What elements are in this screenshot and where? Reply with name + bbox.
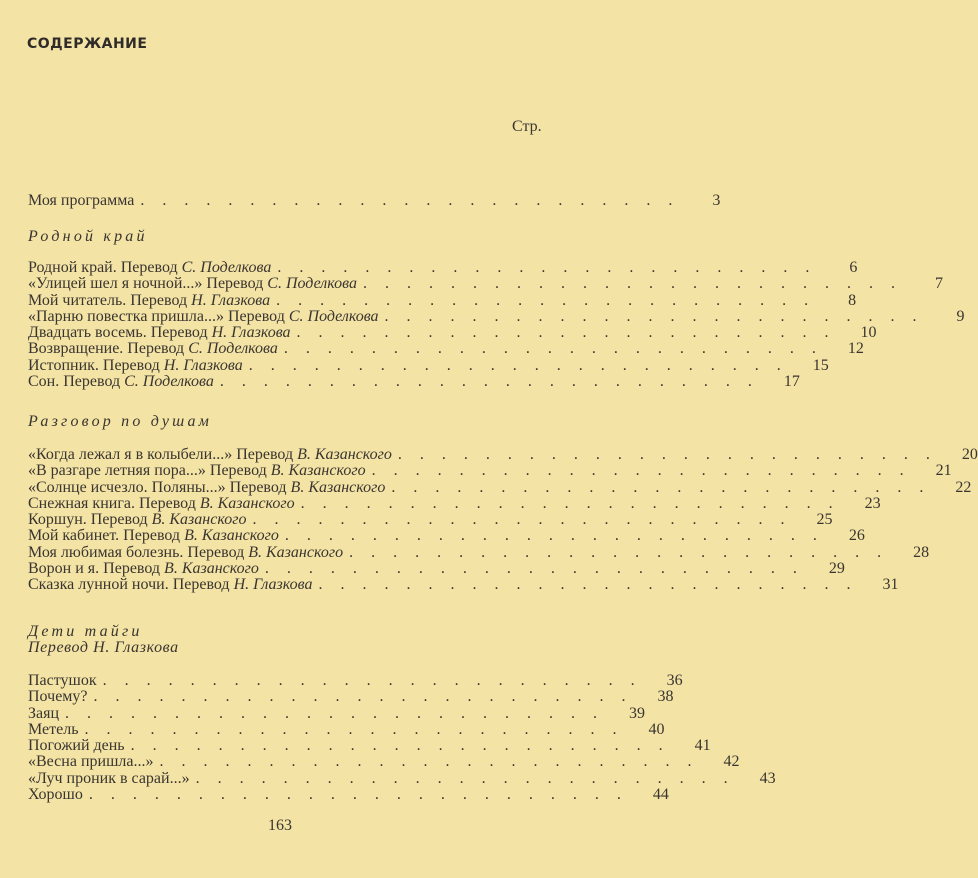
leader-dots: .........................: [318, 576, 869, 594]
entry-title-text: Истопник. Перевод: [28, 356, 160, 374]
entry-translator: В. Казанского: [248, 543, 344, 561]
toc-entry[interactable]: [28, 576, 899, 594]
entry-title-text: Погожий день: [28, 737, 125, 755]
intro-entry: [28, 192, 721, 209]
entry-title-text: Почему?: [28, 688, 88, 706]
toc-entry[interactable]: [28, 753, 740, 771]
entry-title-text: Ворон и я. Перевод: [28, 560, 161, 578]
toc-entry[interactable]: [28, 259, 858, 276]
entry-title-text: «Парню повестка пришла...» Перевод: [28, 307, 285, 325]
entry-page: 10: [860, 324, 877, 342]
entry-title: [28, 325, 291, 341]
leader-dots: .........................: [140, 192, 691, 209]
leader-dots: .........................: [296, 324, 847, 342]
leader-dots: .........................: [277, 259, 828, 276]
entry-page: 20: [961, 446, 978, 463]
entry-title-text: Родной край. Перевод: [28, 259, 178, 276]
toc-entry[interactable]: [28, 462, 952, 480]
entry-title-text: «Улицей шел я ночной...» Перевод: [28, 275, 264, 293]
entry-page: 22: [955, 478, 972, 496]
entry-title-text: «Солнце исчезло. Поляны...» Перевод: [28, 478, 287, 496]
entry-page: 23: [864, 494, 881, 512]
entry-page: 26: [848, 527, 865, 545]
toc-entry[interactable]: [28, 737, 711, 755]
leader-dots: .........................: [362, 275, 913, 293]
entry-title: [28, 512, 246, 528]
leader-dots: .........................: [264, 560, 815, 578]
entry-title-text: Сон. Перевод: [28, 373, 121, 391]
entry-title-text: Метель: [28, 720, 79, 738]
entry-title: [28, 293, 270, 309]
leader-dots: .........................: [391, 478, 942, 496]
entry-page: 39: [629, 704, 646, 722]
leader-dots: .........................: [300, 494, 851, 512]
entry-page: 43: [759, 769, 776, 787]
contents-heading: СОДЕРЖАНИЕ: [27, 36, 148, 52]
entry-title: [28, 341, 278, 357]
toc-entry[interactable]: [28, 340, 864, 358]
leader-dots: .........................: [130, 737, 681, 755]
entry-page: 28: [913, 543, 930, 561]
entry-title: [28, 738, 125, 754]
entry-translator: В. Казанского: [184, 527, 279, 545]
page-number: 163: [268, 817, 292, 834]
entry-title-text: «Луч проник в сарай...»: [28, 769, 190, 787]
entry-translator: В. Казанского: [290, 478, 386, 496]
leader-dots: .........................: [88, 786, 639, 804]
entry-page: 6: [849, 259, 858, 276]
section-title: Дети тайги: [28, 623, 143, 640]
toc-entry[interactable]: [28, 373, 800, 391]
leader-dots: .........................: [195, 769, 746, 787]
entry-translator: С. Поделкова: [267, 275, 357, 293]
toc-entry[interactable]: [28, 527, 865, 545]
entry-title: [28, 722, 79, 738]
toc-entry[interactable]: [28, 688, 674, 706]
section-entries: [28, 672, 776, 804]
entry-title: [28, 496, 295, 512]
toc-entry[interactable]: [28, 720, 665, 738]
entry-title: [28, 673, 97, 689]
leader-dots: .........................: [283, 340, 834, 358]
entry-page: 21: [935, 462, 952, 480]
toc-entry[interactable]: [28, 769, 776, 787]
entry-title: [28, 260, 271, 276]
entry-page: 3: [712, 192, 721, 209]
toc-entry[interactable]: [28, 192, 721, 209]
entry-title: [28, 577, 313, 593]
leader-dots: .........................: [371, 462, 922, 480]
toc-entry[interactable]: [28, 307, 965, 325]
entry-title-text: Снежная книга. Перевод: [28, 494, 196, 512]
entry-page: 42: [723, 753, 740, 771]
entry-title: [28, 463, 366, 479]
toc-entry[interactable]: [28, 275, 943, 293]
toc-entry[interactable]: [28, 291, 857, 309]
entry-title-text: Моя любимая болезнь. Перевод: [28, 543, 245, 561]
toc-entry[interactable]: [28, 446, 978, 463]
entry-page: 15: [812, 356, 829, 374]
entry-title: [28, 561, 259, 577]
toc-entry[interactable]: [28, 478, 972, 496]
leader-dots: .........................: [349, 543, 900, 561]
entry-title: [28, 545, 343, 561]
leader-dots: .........................: [384, 307, 935, 325]
entry-page: 38: [657, 688, 674, 706]
entry-translator: Н. Глазкова: [163, 356, 243, 374]
leader-dots: .........................: [102, 672, 653, 689]
entry-title: Моя программа: [28, 192, 135, 209]
leader-dots: .........................: [159, 753, 710, 771]
entry-title-text: «Весна пришла...»: [28, 753, 154, 771]
section-entries: [28, 259, 965, 391]
entry-title-text: Пастушок: [28, 672, 97, 689]
entry-title: [28, 358, 243, 374]
entry-translator: В. Казанского: [151, 511, 247, 529]
entry-page: 36: [666, 672, 683, 689]
section-entries: [28, 446, 978, 594]
entry-title: [28, 787, 83, 803]
leader-dots: .........................: [65, 704, 616, 722]
entry-title-text: Двадцать восемь. Перевод: [28, 324, 208, 342]
toc-entry[interactable]: [28, 672, 683, 689]
entry-translator: В. Казанского: [270, 462, 366, 480]
entry-page: 41: [694, 737, 711, 755]
entry-title: [28, 374, 214, 390]
entry-title: [28, 689, 88, 705]
entry-title-text: Хорошо: [28, 786, 83, 804]
entry-page: 25: [816, 511, 833, 529]
entry-page: 9: [956, 307, 965, 325]
toc-entry[interactable]: [28, 704, 646, 722]
entry-title: [28, 706, 59, 722]
entry-page: 44: [652, 786, 669, 804]
toc-entry[interactable]: [28, 543, 930, 561]
leader-dots: .........................: [93, 688, 644, 706]
entry-translator: В. Казанского: [164, 560, 259, 578]
entry-translator: С. Поделкова: [124, 373, 214, 391]
leader-dots: .........................: [248, 356, 799, 374]
toc-entry[interactable]: [28, 560, 845, 578]
section-title: Родной край: [28, 228, 148, 245]
toc-entry[interactable]: [28, 324, 877, 342]
entry-title-text: «В разгаре летняя пора...» Перевод: [28, 462, 267, 480]
entry-title: [28, 754, 153, 770]
section-title: Разговор по душам: [28, 413, 213, 430]
toc-entry[interactable]: [28, 494, 881, 512]
page-column-label: Стр.: [512, 118, 542, 135]
leader-dots: .........................: [84, 720, 635, 738]
entry-title-text: Мой кабинет. Перевод: [28, 527, 181, 545]
entry-page: 8: [848, 291, 857, 309]
entry-title-text: Возвращение. Перевод: [28, 340, 185, 358]
entry-page: 7: [934, 275, 943, 293]
entry-translator: С. Поделкова: [288, 307, 379, 325]
entry-page: 40: [648, 720, 665, 738]
entry-translator: Н. Глазкова: [191, 291, 271, 309]
leader-dots: .........................: [276, 291, 827, 309]
leader-dots: .........................: [284, 527, 835, 545]
entry-title: [28, 528, 279, 544]
entry-page: 17: [783, 373, 800, 391]
entry-translator: В. Казанского: [297, 446, 392, 463]
entry-page: 29: [828, 560, 845, 578]
toc-entry[interactable]: [28, 511, 833, 529]
leader-dots: .........................: [252, 511, 803, 529]
entry-title-text: Заяц: [28, 704, 60, 722]
entry-translator: С. Поделкова: [181, 259, 272, 276]
entry-translator: С. Поделкова: [188, 340, 278, 358]
entry-title-text: Коршун. Перевод: [28, 511, 148, 529]
entry-title-text: Сказка лунной ночи. Перевод: [28, 576, 230, 594]
leader-dots: .........................: [397, 446, 948, 463]
entry-title: [28, 480, 385, 496]
toc-entry[interactable]: [28, 356, 829, 374]
entry-translator: Н. Глазкова: [233, 576, 313, 594]
leader-dots: .........................: [219, 373, 770, 391]
toc-entry[interactable]: [28, 786, 669, 804]
entry-title: [28, 771, 190, 787]
entry-page: 31: [882, 576, 899, 594]
entry-title: [28, 276, 357, 292]
entry-title: [28, 309, 379, 325]
section-subtitle: Перевод Н. Глазкова: [28, 639, 179, 656]
entry-title-text: «Когда лежал я в колыбели...» Перевод: [28, 446, 294, 463]
entry-translator: В. Казанского: [199, 494, 295, 512]
entry-page: 12: [847, 340, 864, 358]
entry-translator: Н. Глазкова: [211, 324, 291, 342]
entry-title: [28, 447, 392, 463]
entry-title-text: Мой читатель. Перевод: [28, 291, 188, 309]
